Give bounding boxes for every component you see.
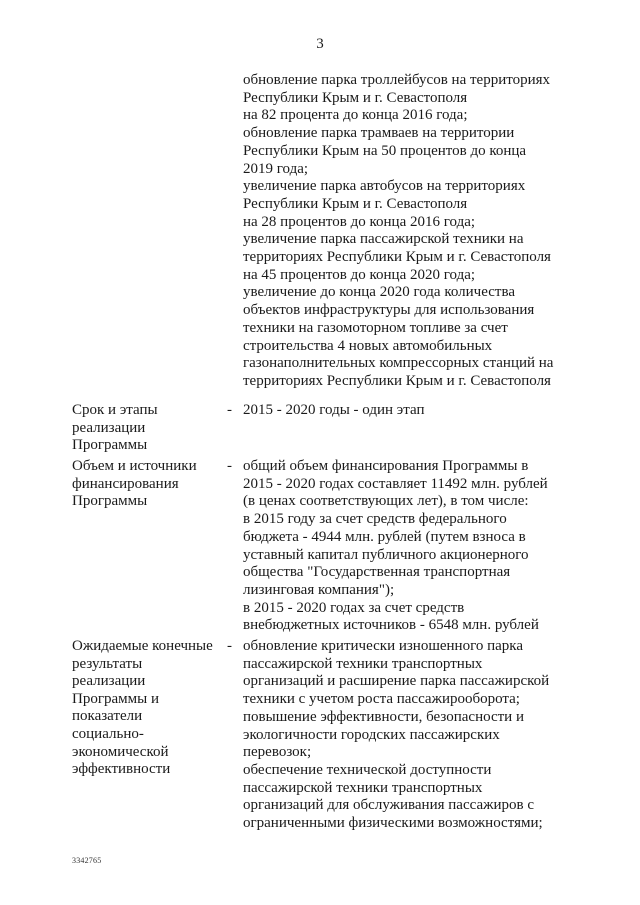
text-line: увеличение парка автобусов на территориях	[243, 178, 526, 195]
label-line: Срок и этапы	[72, 402, 158, 418]
label-line: показатели	[72, 708, 143, 725]
value-line: ограниченными физическими возможностями;	[243, 815, 543, 832]
value-line: общества "Государственная транспортная	[243, 564, 511, 581]
value-line: лизинговая компания");	[243, 581, 395, 598]
text-line: на 82 процента до конца 2016 года;	[243, 107, 468, 124]
label-line: Объем и источники	[72, 458, 197, 474]
value-line: в 2015 году за счет средств федерального	[243, 511, 507, 528]
text-line: обновление парка трамваев на территории	[243, 125, 515, 142]
value-line: 2015 - 2020 годах составляет 11492 млн. рублей	[243, 475, 548, 492]
text-line: увеличение парка пассажирской техники на	[243, 231, 524, 248]
label-line: Программы	[72, 493, 148, 510]
value-line: перевозок;	[243, 744, 312, 761]
section-value-results	[243, 638, 573, 833]
label-line: реализации	[72, 419, 146, 436]
label-line: финансирования	[72, 475, 179, 492]
section-dash: -	[227, 638, 232, 654]
value-line: уставный капитал публичного акционерного	[243, 546, 529, 563]
section-dash: -	[227, 458, 232, 474]
value-line: бюджета - 4944 млн. рублей (путем взноса в	[243, 528, 526, 545]
label-line: экономической	[72, 743, 169, 760]
value-line: повышение эффективности, безопасности и	[243, 708, 524, 725]
text-line: территориях Республики Крым и г. Севастополя	[243, 249, 551, 266]
label-line: Программы	[72, 437, 148, 454]
value-line: обновление критически изношенного парка	[243, 638, 524, 654]
value-line: в 2015 - 2020 годах за счет средств	[243, 599, 465, 616]
section-label-results	[72, 638, 222, 779]
value-line: пассажирской техники транспортных	[243, 779, 483, 796]
text-line: территориях Республики Крым и г. Севастополя	[243, 372, 551, 389]
value-line: экологичности городских пассажирских	[243, 726, 500, 743]
text-line: техники на газомоторном топливе за счет	[243, 319, 508, 336]
value-line: обеспечение технической доступности	[243, 761, 492, 778]
value-line: организаций и расширение парка пассажирской	[243, 673, 550, 690]
value-line: внебюджетных источников - 6548 млн. рублей	[243, 617, 539, 634]
text-line: увеличение до конца 2020 года количества	[243, 284, 516, 301]
label-line: Ожидаемые конечные	[72, 638, 213, 654]
label-line: Программы и	[72, 690, 159, 707]
text-line: строительства 4 новых автомобильных	[243, 337, 493, 354]
text-line: 2019 года;	[243, 160, 309, 177]
text-line: на 45 процентов до конца 2020 года;	[243, 266, 476, 283]
footer-document-code: 3342765	[72, 856, 102, 865]
value-line: пассажирской техники транспортных	[243, 655, 483, 672]
value-line: общий объем финансирования Программы в	[243, 458, 529, 474]
text-line: объектов инфраструктуры для использования	[243, 302, 535, 319]
text-line: Республики Крым на 50 процентов до конца	[243, 142, 527, 159]
label-line: реализации	[72, 673, 146, 690]
text-line: обновление парка троллейбусов на территориях	[243, 72, 551, 88]
text-line: на 28 процентов до конца 2016 года;	[243, 213, 476, 230]
value-line: организаций для обслуживания пассажиров с	[243, 797, 534, 814]
value-line: 2015 - 2020 годы - один этап	[243, 402, 425, 418]
value-line: (в ценах соответствующих лет), в том числе:	[243, 493, 529, 510]
label-line: результаты	[72, 655, 143, 672]
section-label-timeline	[72, 402, 222, 455]
section-dash: -	[227, 402, 232, 418]
page-number: 3	[316, 36, 324, 52]
text-line: Республики Крым и г. Севастополя	[243, 89, 468, 106]
label-line: эффективности	[72, 761, 171, 778]
text-line: Республики Крым и г. Севастополя	[243, 195, 468, 212]
value-line: техники с учетом роста пассажирооборота;	[243, 691, 520, 708]
text-line: газонаполнительных компрессорных станций на	[243, 355, 554, 372]
section-value-financing	[243, 458, 573, 635]
section-value-timeline	[243, 402, 573, 420]
label-line: социально-	[72, 725, 144, 742]
top-continuation-text	[243, 72, 573, 391]
section-label-financing	[72, 458, 222, 511]
